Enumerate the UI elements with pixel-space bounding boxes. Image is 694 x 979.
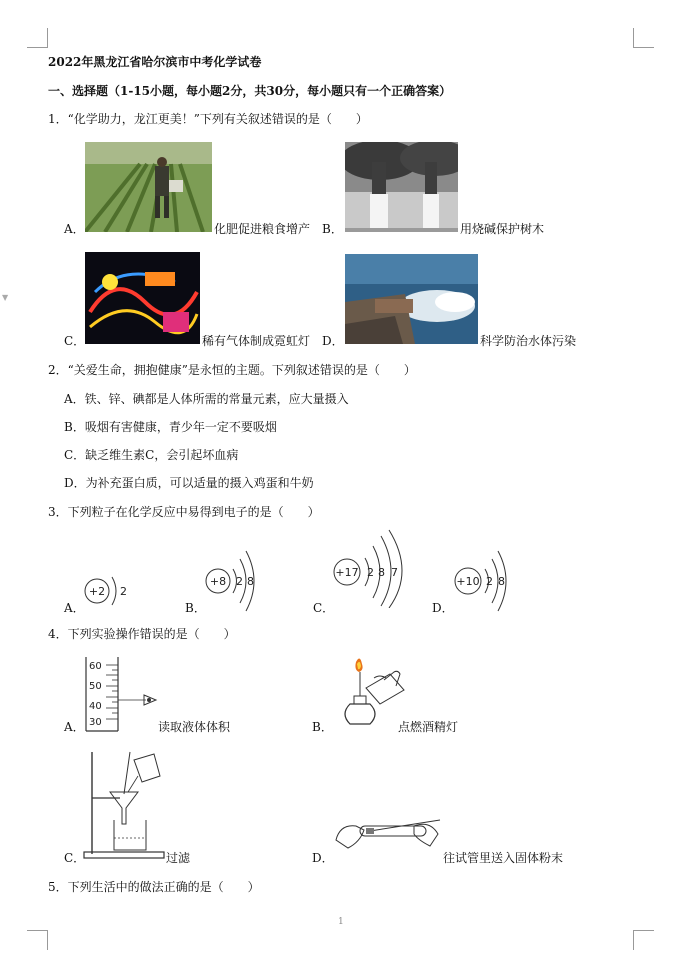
q3-option-d-letter: D． (432, 601, 454, 615)
corner-mark-br-h (634, 930, 654, 931)
q4-option-d-text: 往试管里送入固体粉末 (443, 851, 564, 865)
corner-mark-bl-h (27, 930, 47, 931)
q1-option-d-text: 科学防治水体污染 (480, 334, 577, 348)
q1-option-c-letter: C． (64, 334, 86, 348)
q1-image-polluted-water (345, 254, 478, 344)
corner-mark-tr-h (634, 47, 654, 48)
atom-a-nucleus: +2 (88, 585, 106, 598)
test-tube-powder-diagram (330, 800, 445, 862)
atom-d-shell-2: 8 (498, 575, 505, 588)
cylinder-tick-30: 30 (89, 717, 102, 728)
exam-title: 2022年黑龙江省哈尔滨市中考化学试卷 (48, 55, 262, 69)
atom-diagram-c (325, 528, 425, 608)
q2-option-b: B．吸烟有害健康，青少年一定不要吸烟 (64, 420, 277, 434)
q1-image-farm-field (85, 142, 212, 232)
q1-option-b-text: 用烧碱保护树木 (460, 222, 545, 236)
q1-image-neon-lights (85, 252, 200, 344)
q5-stem: 5．下列生活中的做法正确的是（ ） (48, 880, 260, 894)
q1-option-b-letter: B． (322, 222, 343, 236)
corner-mark-br-v (633, 930, 634, 950)
atom-diagram-d (448, 545, 538, 615)
corner-mark-bl-v (47, 930, 48, 950)
atom-b-shell-1: 2 (236, 575, 243, 588)
q3-option-b-letter: B． (185, 601, 206, 615)
q2-stem: 2．“关爱生命，拥抱健康”是永恒的主题。下列叙述错误的是（ ） (48, 363, 416, 377)
atom-b-shell-2: 8 (247, 575, 254, 588)
atom-c-nucleus: +17 (335, 566, 359, 579)
q1-image-whitewashed-trees (345, 142, 458, 232)
q4-option-a-text: 读取液体体积 (158, 720, 231, 734)
corner-mark-tl-h (27, 47, 47, 48)
atom-d-nucleus: +10 (456, 575, 480, 588)
q2-option-c: C．缺乏维生素C，会引起坏血病 (64, 448, 239, 462)
q2-option-a: A．铁、锌、碘都是人体所需的常量元素，应大量摄入 (64, 392, 349, 406)
graduated-cylinder-diagram (80, 655, 160, 735)
corner-mark-tl-v (47, 28, 48, 48)
atom-a-shell-1: 2 (120, 585, 127, 598)
margin-arrow-icon: ▼ (2, 293, 9, 302)
cylinder-tick-60: 60 (89, 661, 102, 672)
q4-option-c-letter: C． (64, 851, 86, 865)
cylinder-tick-50: 50 (89, 681, 102, 692)
atom-diagram-b (200, 545, 280, 615)
q1-option-d-letter: D． (322, 334, 344, 348)
q3-option-c-letter: C． (313, 601, 335, 615)
q3-stem: 3．下列粒子在化学反应中易得到电子的是（ ） (48, 505, 320, 519)
q4-option-b-text: 点燃酒精灯 (398, 720, 459, 734)
atom-c-shell-1: 2 (367, 566, 374, 579)
q1-stem: 1．“化学助力，龙江更美！”下列有关叙述错误的是（ ） (48, 112, 368, 126)
q4-option-d-letter: D． (312, 851, 334, 865)
filtration-diagram (80, 746, 170, 864)
q1-option-a-letter: A． (64, 222, 85, 236)
corner-mark-tr-v (633, 28, 634, 48)
q2-option-d: D．为补充蛋白质，可以适量的摄入鸡蛋和牛奶 (64, 476, 314, 490)
q4-option-c-text: 过滤 (166, 851, 191, 865)
section-heading: 一、选择题（1-15小题，每小题2分，共30分，每小题只有一个正确答案） (48, 84, 452, 98)
page-number: 1 (338, 917, 344, 927)
atom-c-shell-3: 7 (391, 566, 398, 579)
q1-option-c-text: 稀有气体制成霓虹灯 (202, 334, 311, 348)
q4-stem: 4．下列实验操作错误的是（ ） (48, 627, 236, 641)
q4-option-a-letter: A． (64, 720, 85, 734)
atom-c-shell-2: 8 (378, 566, 385, 579)
cylinder-tick-40: 40 (89, 701, 102, 712)
atom-b-nucleus: +8 (209, 575, 227, 588)
atom-d-shell-1: 2 (486, 575, 493, 588)
atom-diagram-a (82, 565, 152, 615)
q4-option-b-letter: B． (312, 720, 333, 734)
q1-option-a-text: 化肥促进粮食增产 (214, 222, 311, 236)
q3-option-a-letter: A． (64, 601, 85, 615)
